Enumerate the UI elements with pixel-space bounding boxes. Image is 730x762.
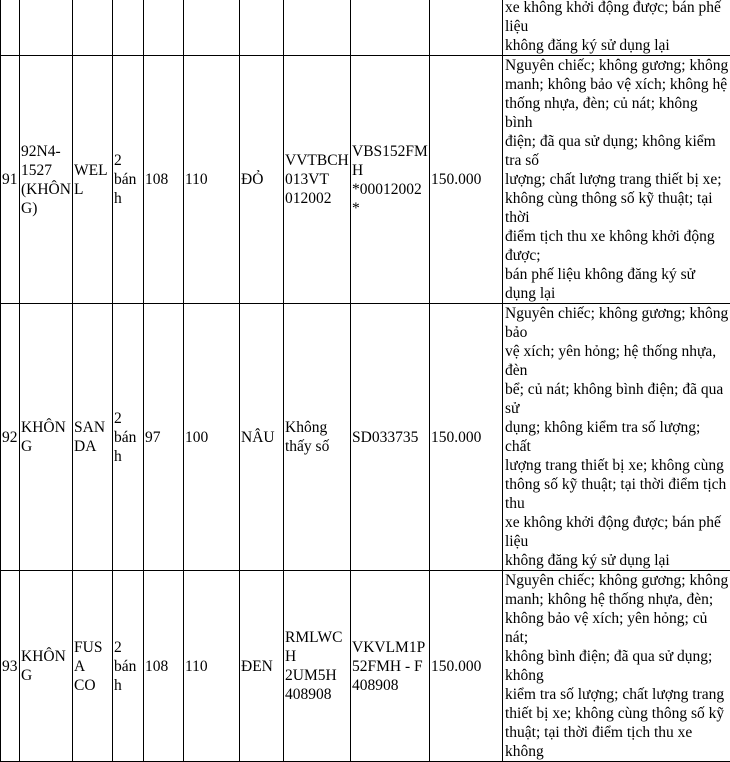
cell-price <box>430 0 503 56</box>
cell-desc: Nguyên chiếc; không gương; không manh; không bảo vệ xích; không hệ thống nhựa, đèn; củ nát; không bình điện; đã qua sử dụng; không kiểm tra số lượng; chất lượng trang thiết bị xe; không cùng thông số kỹ thuật; tại thời điểm tịch thu xe không khởi động được; bán phế liệu không đăng ký sử dụng lại <box>503 56 730 304</box>
cell-year: 108 <box>144 571 184 762</box>
cell-brand: WEL L <box>73 56 113 304</box>
cell-engine: VKVLM1P 52FMH - F 408908 <box>351 571 430 762</box>
cell-year: 108 <box>144 56 184 304</box>
cell-brand: FUSA CO <box>73 571 113 762</box>
cell-plate: 92N4- 1527 (KHÔN G) <box>20 56 73 304</box>
cell-no: 91 <box>1 56 20 304</box>
table-row <box>1 571 730 762</box>
cell-year <box>144 0 184 56</box>
cell-no <box>1 0 20 56</box>
cell-plate <box>20 0 73 56</box>
cell-engine: VBS152FM H *00012002* <box>351 56 430 304</box>
cell-color <box>240 0 284 56</box>
cell-plate: KHÔN G <box>20 571 73 762</box>
table-row <box>1 56 730 304</box>
cell-cc: 110 <box>184 56 240 304</box>
cell-color: ĐỎ <box>240 56 284 304</box>
cell-type: 2 bánh <box>113 56 144 304</box>
cell-cc: 100 <box>184 304 240 571</box>
cell-cc <box>184 0 240 56</box>
cell-no: 93 <box>1 571 20 762</box>
cell-brand: SAN DA <box>73 304 113 571</box>
cell-cc: 110 <box>184 571 240 762</box>
cell-color: ĐEN <box>240 571 284 762</box>
table-row <box>1 0 730 56</box>
cell-no: 92 <box>1 304 20 571</box>
cell-engine <box>351 0 430 56</box>
cell-desc: Nguyên chiếc; không gương; không manh; không hệ thống nhựa, đèn; không bảo vệ xích; yên hỏng; củ nát; không bình điện; đã qua sử dụng; không kiểm tra số lượng; chất lượng trang thiết bị xe; không cùng thông số kỹ thuật; tại thời điểm tịch thu xe không <box>503 571 730 762</box>
cell-frame <box>284 0 351 56</box>
cell-type <box>113 0 144 56</box>
cell-plate: KHÔN G <box>20 304 73 571</box>
cell-brand <box>73 0 113 56</box>
cell-frame: Không thấy số <box>284 304 351 571</box>
cell-color: NÂU <box>240 304 284 571</box>
cell-price: 150.000 <box>430 571 503 762</box>
cell-type: 2 bánh <box>113 571 144 762</box>
cell-desc: Nguyên chiếc; không gương; không bảo vệ xích; yên hỏng; hệ thống nhựa, đèn bể; củ nát; không bình điện; đã qua sử dụng; không kiểm tra số lượng; chất lượng trang thiết bị xe; không cùng thông số kỹ thuật; tại thời điểm tịch thu xe không khởi động được; bán phế liệu không đăng ký sử dụng lại <box>503 304 730 571</box>
cell-year: 97 <box>144 304 184 571</box>
cell-price: 150.000 <box>430 56 503 304</box>
cell-frame: VVTBCH 013VT 012002 <box>284 56 351 304</box>
table-row <box>1 304 730 571</box>
cell-price: 150.000 <box>430 304 503 571</box>
cell-desc: xe không khởi động được; bán phế liệu không đăng ký sử dụng lại <box>503 0 730 56</box>
cell-engine: SD033735 <box>351 304 430 571</box>
cell-type: 2 bánh <box>113 304 144 571</box>
cell-frame: RMLWCH 2UM5H 408908 <box>284 571 351 762</box>
